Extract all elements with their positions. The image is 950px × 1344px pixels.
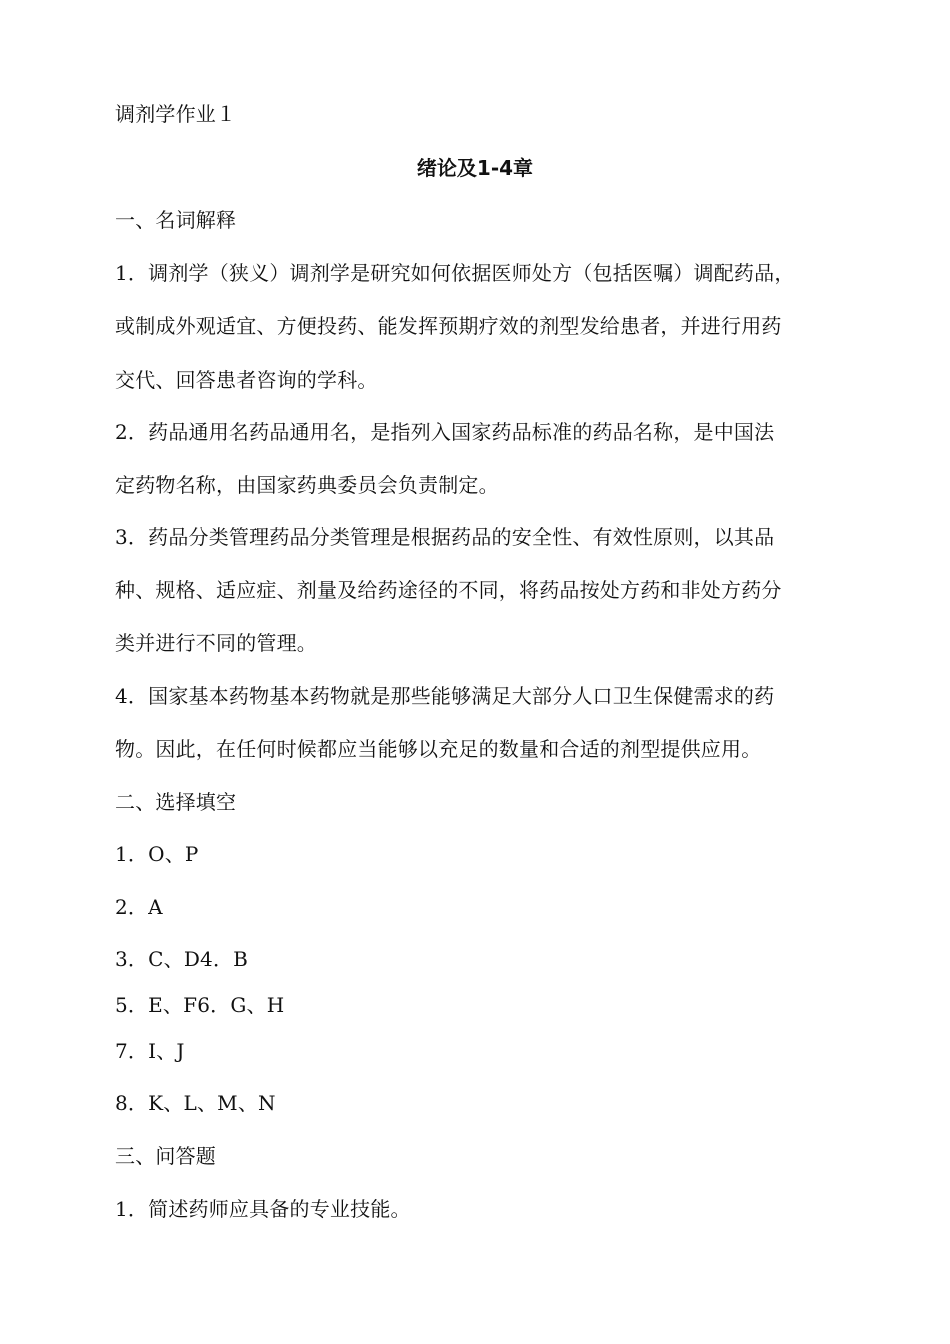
term-4-line-2: 物。因此，在任何时候都应当能够以充足的数量和合适的剂型提供应用。 [115, 737, 762, 761]
document-title: 绪论及1-4章 [416, 156, 534, 180]
term-3-line-3: 类并进行不同的管理。 [115, 631, 317, 655]
term-2-line-1: 2．药品通用名药品通用名，是指列入国家药品标准的药品名称，是中国法 [115, 420, 775, 444]
choice-item-3: 3．C、D4．B [115, 947, 249, 971]
choice-item-2: 2．A [115, 895, 163, 919]
term-4-line-1: 4．国家基本药物基本药物就是那些能够满足大部分人口卫生保健需求的药 [115, 684, 775, 708]
section-heading-questions: 三、问答题 [115, 1144, 216, 1168]
term-1-line-2: 或制成外观适宜、方便投药、能发挥预期疗效的剂型发给患者，并进行用药 [115, 314, 782, 338]
question-item-1: 1．简述药师应具备的专业技能。 [115, 1197, 411, 1221]
term-3-line-2: 种、规格、适应症、剂量及给药途径的不同，将药品按处方药和非处方药分 [115, 578, 782, 602]
term-3-line-1: 3．药品分类管理药品分类管理是根据药品的安全性、有效性原则，以其品 [115, 525, 775, 549]
choice-item-4: 5．E、F6．G、H [115, 993, 285, 1017]
term-1-line-3: 交代、回答患者咨询的学科。 [115, 368, 378, 392]
choice-item-1: 1．O、P [115, 842, 199, 866]
section-heading-terms: 一、名词解释 [115, 208, 237, 232]
section-heading-choices: 二、选择填空 [115, 790, 237, 814]
choice-item-6: 8．K、L、M、N [115, 1091, 276, 1115]
choice-item-5: 7．I、J [115, 1039, 185, 1063]
document-header: 调剂学作业１ [115, 102, 237, 126]
term-1-line-1: 1．调剂学（狭义）调剂学是研究如何依据医师处方（包括医嘱）调配药品， [115, 261, 795, 285]
term-2-line-2: 定药物名称，由国家药典委员会负责制定。 [115, 473, 499, 497]
